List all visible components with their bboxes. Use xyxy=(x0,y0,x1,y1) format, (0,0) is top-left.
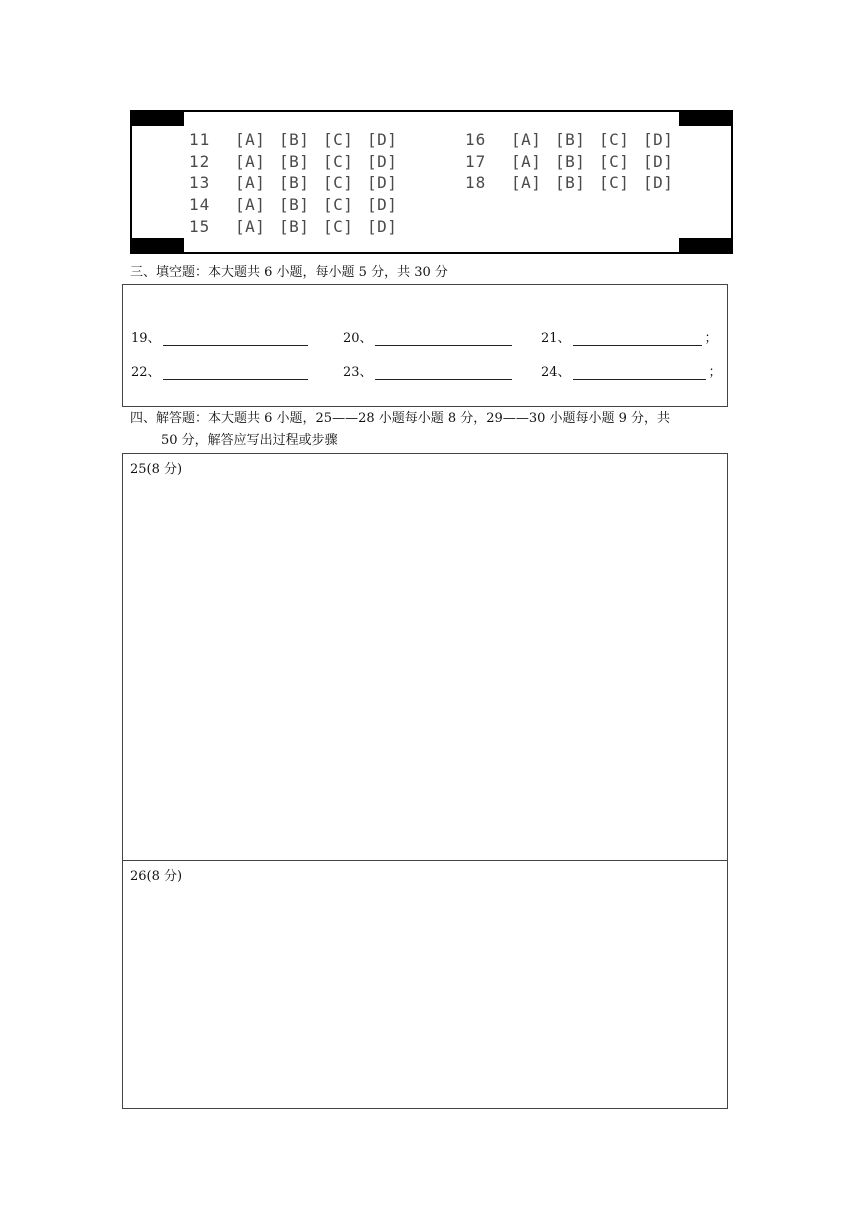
section-4-title xyxy=(130,408,735,452)
option-d-bubble[interactable]: [D] xyxy=(367,151,398,171)
answer-card-box xyxy=(130,110,733,254)
question-number: 13 xyxy=(189,173,211,193)
option-d-bubble[interactable]: [D] xyxy=(643,130,674,150)
option-c-bubble[interactable]: [C] xyxy=(599,151,630,171)
option-d-bubble[interactable]: [D] xyxy=(367,216,398,236)
mc-row xyxy=(465,172,687,194)
option-a-bubble[interactable]: [A] xyxy=(511,130,542,150)
option-b-bubble[interactable]: [B] xyxy=(555,151,586,171)
blank-label: 20、 xyxy=(343,331,373,346)
question-number: 12 xyxy=(189,151,211,171)
option-c-bubble[interactable]: [C] xyxy=(323,173,354,193)
option-c-bubble[interactable]: [C] xyxy=(323,130,354,150)
mc-row xyxy=(189,172,411,194)
blank-21[interactable] xyxy=(541,328,718,346)
option-b-bubble[interactable]: [B] xyxy=(555,173,586,193)
question-number: 16 xyxy=(465,130,487,150)
section-4-title-line2: 50 分，解答应写出过程或步骤 xyxy=(161,433,338,448)
section-4-title-line1: 四、解答题：本大题共 6 小题，25——28 小题每小题 8 分，29——30 小题每小题 9 分，共 xyxy=(130,411,671,426)
answer-area-26[interactable] xyxy=(122,860,728,1109)
option-a-bubble[interactable]: [A] xyxy=(511,173,542,193)
mc-column-right xyxy=(465,129,687,194)
blank-label: 24、 xyxy=(541,365,571,380)
option-b-bubble[interactable]: [B] xyxy=(279,173,310,193)
question-number: 18 xyxy=(465,173,487,193)
blank-22[interactable] xyxy=(131,362,311,380)
option-c-bubble[interactable]: [C] xyxy=(323,216,354,236)
blank-20[interactable] xyxy=(343,328,515,346)
mc-row xyxy=(189,129,411,151)
blank-label: 23、 xyxy=(343,365,373,380)
mc-row xyxy=(189,194,411,216)
mc-row xyxy=(465,151,687,173)
blank-23[interactable] xyxy=(343,362,515,380)
registration-mark xyxy=(130,238,184,254)
registration-mark xyxy=(679,110,733,126)
option-a-bubble[interactable]: [A] xyxy=(235,173,266,193)
option-d-bubble[interactable]: [D] xyxy=(367,173,398,193)
blank-label: 22、 xyxy=(131,365,161,380)
option-b-bubble[interactable]: [B] xyxy=(279,195,310,215)
option-a-bubble[interactable]: [A] xyxy=(235,151,266,171)
option-d-bubble[interactable]: [D] xyxy=(367,130,398,150)
mc-row xyxy=(189,215,411,237)
blank-suffix: ； xyxy=(704,331,718,346)
fill-in-box xyxy=(122,284,728,407)
option-c-bubble[interactable]: [C] xyxy=(323,151,354,171)
blank-suffix: ； xyxy=(708,365,722,380)
option-a-bubble[interactable]: [A] xyxy=(235,216,266,236)
question-label: 26(8 分) xyxy=(130,869,183,884)
blank-19[interactable] xyxy=(131,328,311,346)
answer-line[interactable] xyxy=(573,332,702,346)
answer-area-25[interactable] xyxy=(122,453,728,861)
registration-mark xyxy=(679,238,733,254)
answer-line[interactable] xyxy=(375,332,512,346)
option-c-bubble[interactable]: [C] xyxy=(323,195,354,215)
mc-column-left xyxy=(189,129,411,237)
option-a-bubble[interactable]: [A] xyxy=(511,151,542,171)
option-b-bubble[interactable]: [B] xyxy=(279,216,310,236)
answer-line[interactable] xyxy=(163,332,308,346)
option-d-bubble[interactable]: [D] xyxy=(643,151,674,171)
mc-row xyxy=(465,129,687,151)
blank-label: 21、 xyxy=(541,331,571,346)
question-number: 11 xyxy=(189,130,211,150)
answer-line[interactable] xyxy=(163,366,308,380)
option-a-bubble[interactable]: [A] xyxy=(235,130,266,150)
option-d-bubble[interactable]: [D] xyxy=(643,173,674,193)
option-d-bubble[interactable]: [D] xyxy=(367,195,398,215)
question-number: 14 xyxy=(189,195,211,215)
option-c-bubble[interactable]: [C] xyxy=(599,173,630,193)
mc-row xyxy=(189,151,411,173)
answer-line[interactable] xyxy=(375,366,512,380)
blank-label: 19、 xyxy=(131,331,161,346)
option-b-bubble[interactable]: [B] xyxy=(279,130,310,150)
option-b-bubble[interactable]: [B] xyxy=(555,130,586,150)
option-a-bubble[interactable]: [A] xyxy=(235,195,266,215)
answer-line[interactable] xyxy=(573,366,706,380)
question-number: 17 xyxy=(465,151,487,171)
option-b-bubble[interactable]: [B] xyxy=(279,151,310,171)
registration-mark xyxy=(130,110,184,126)
question-label: 25(8 分) xyxy=(130,462,183,477)
question-number: 15 xyxy=(189,216,211,236)
section-3-title: 三、填空题：本大题共 6 小题，每小题 5 分，共 30 分 xyxy=(130,265,448,280)
option-c-bubble[interactable]: [C] xyxy=(599,130,630,150)
blank-24[interactable] xyxy=(541,362,722,380)
